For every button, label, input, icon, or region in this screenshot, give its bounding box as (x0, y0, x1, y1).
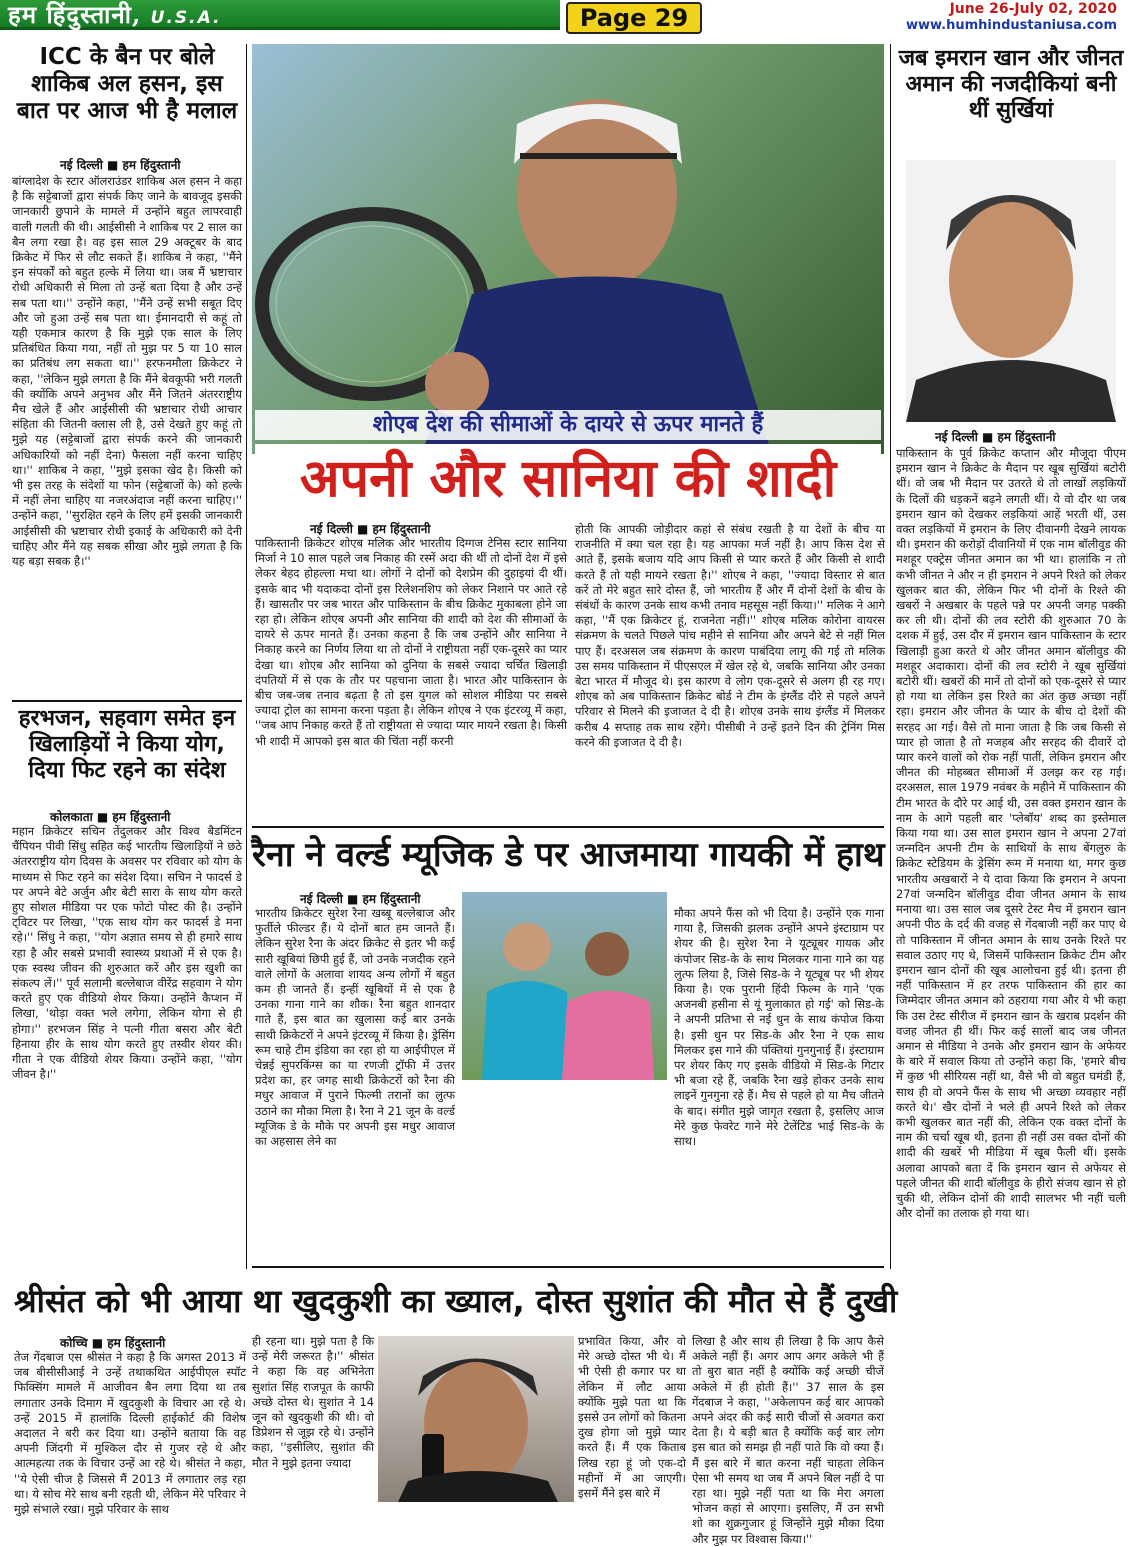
shakib-byline: नई दिल्ली ■ हम हिंदुस्तानी (60, 158, 181, 172)
yoga-byline: कोलकाता ■ हम हिंदुस्तानी (50, 810, 171, 824)
imran-portrait-art (906, 160, 1116, 422)
shakib-body: बांग्लादेश के स्टार ऑलराउंडर शाकिब अल हसन ने कहा है कि सट्टेबाजों द्वारा संपर्क किए जाने के बावजूद इसकी जानकारी छुपाने के मामले में उन्होंने बहुत लापरवाही वाली गलती की थी। आईसीसी ने शाकिब पर 2 साल का बैन लगा रखा है। वह इस साल 29 अक्टूबर के बाद क्रिकेट में फिर से लौट सकते हैं। शाकिब ने कहा, ''मैंने इन संपर्कों को बहुत हल्के में लिया था। जब मैं भ्रष्टाचार रोधी अधिकारी से मिला तो उन्हें बता दिया है और उन्हें सब पता था।'' उन्होंने कहा, ''मैंने उन्हें सभी सबूत दिए और जो हुआ उन्हें सब पता था। ईमानदारी से कहूं तो यही एकमात्र कारण है कि मुझे एक साल के लिए प्रतिबंधित किया गया, नहीं तो मुझ पर 5 या 10 साल का प्रतिबंध लग सकता था।'' हरफनमौला क्रिकेटर ने कहा, ''लेकिन मुझे लगता है कि मैंने बेवकूफी भरी गलती की क्योंकि अपने अनुभव और मैंने जितने अंतरराष्ट्रीय मैच खेले हैं और आईसीसी की भ्रष्टाचार रोधी आचार संहिता की जितनी क्लास ली है, उसे देखते हुए कहूं तो मुझे यह (सट्टेबाजों द्वारा संपर्क करने की जानकारी अधिकारियों को नहीं देना) फैसला नहीं करना चाहिए था।'' शाकिब ने कहा, ''मुझे इसका खेद है। किसी को भी इस तरह के संदेशों या फोन (सट्टेबाजों के) को हल्के में नहीं लेना चाहिए या नजरअंदाज नहीं करना चाहिए।'' उन्होंने कहा, ''सुरक्षित रहने के लिए हमें इसकी जानकारी आईसीसी की भ्रष्टाचार रोधी इकाई के अधिकारी को देनी चाहिए और मैंने यह सबक सीखा और मुझे लगता है कि यह बड़ा सबक है।'' (12, 174, 242, 569)
sania-byline: नई दिल्ली ■ हम हिंदुस्तानी (310, 522, 431, 536)
paper-edition: U.S.A. (150, 8, 222, 28)
sania-tennis-photo (252, 44, 884, 454)
sreesanth-body-col3: प्रभावित किया, और वो मेरे अच्छे दोस्त भी थे। मैं भी ऐसी ही कगार पर था लेकिन में लौट आया क्योंकि मुझे पता था कि इससे उन लोगों को कितना दुख होगा जो मुझे प्यार करते हैं। मैं एक किताब लिख रहा हूं जो एक-दो महीनों में आ जाएगी। इसमें मैंने इस बारे में (578, 1334, 686, 1501)
column-divider (12, 700, 242, 702)
masthead-sep: , (131, 0, 142, 29)
masthead-bar (0, 0, 1135, 40)
raina-body-col1-top: भारतीय क्रिकेटर सुरेश रैना खब्बू बल्लेबाज और फुर्तीले फील्डर हैं। ये दोनों बात हम जानते हैं। लेकिन सुरेश रैना के अंदर क्रिकेट से इतर भी कई सारी खूबियां छिपी हुई हैं, जो उनके नजदीक रहने वाले लोगों के अलावा शायद अन्य लोगों में बहुत कम ही जानते हैं। इन्हीं खूबियों में से एक है उनका गाना गाने का शौक। रैना बहुत शानदार गाते हैं, इस बात का खुलासा कई बार उनके साथी क्रिकेटरों ने अपने इंटरव्यू में किया है। ड्रेसिंग रूम चाहे टीम इंडिया का रहा हो या आईपीएल में चेन्नई सुपरकिंग्स का या रणजी ट्रॉफी में उत्तर प्रदेश का, हर जगह साथी क्रिकेटरों को रैना की मधुर आवाज में पुराने फिल्मी तरानों का लुत्फ उठाने का मौका मिला है। रैना ने 21 जून के वर्ल्ड म्यूजिक डे के मौके पर अपनी इस मधुर आवाज का अहसास लेने का (255, 906, 455, 1149)
sania-subheadline: शोएब देश की सीमाओं के दायरे से ऊपर मानते हैं (255, 410, 881, 440)
vertical-rule-left (246, 44, 247, 1269)
yoga-headline: हरभजन, सहवाग समेत इन खिलाड़ियों ने किया योग, दिया फिट रहने का संदेश (18, 706, 236, 783)
imran-khan-portrait (906, 160, 1116, 422)
vertical-rule-right (890, 44, 891, 1269)
page-number: Page 29 (566, 2, 702, 34)
raina-headline: रैना ने वर्ल्ड म्यूजिक डे पर आजमाया गायकी में हाथ (252, 835, 885, 875)
imran-body: पाकिस्तान के पूर्व क्रिकेट कप्तान और मौजूदा पीएम इमरान खान ने क्रिकेट के मैदान पर खूब सुर्खियां बटोरी थीं। वो जब भी मैदान पर उतरते थे तो लाखों लड़कियों के दिलों की धड़कनें बढ़ने लगती थीं। ये वो दौर था जब इमरान खान को देखकर लड़कियां आहें भरती थीं, उस वक्त लड़कियों में इमरान के लिए दीवानगी देखने लायक थी। इमरान की करोड़ों दीवानियों में एक नाम बॉलीवुड की मशहूर एक्ट्रेस जीनत अमान का भी था। हालांकि न तो कभी जीनत ने और न ही इमरान ने अपने रिश्ते को लेकर खुलकर बात की, लेकिन फिर भी दोनों के रिश्ते की खबरों ने अखबार के पहले पन्ने पर अपनी जगह पक्की कर ली थी। दोनों की लव स्टोरी की शुरुआत 70 के दशक में हुई, उस दौर में इमरान खान पाकिस्तान के स्टार खिलाड़ी हुआ करते थे और जीनत अमान बॉलीवुड की मशहूर अदाकारा। दोनों की लव स्टोरी ने खूब सुर्खियां बटोरी थीं। खबरों की मानें तो दोनों को एक-दूसरे से प्यार हो गया था लेकिन इस रिश्ते का अंत कुछ अच्छा नहीं रहा। इमरान और जीनत के प्यार के बीच दो देशों की सरहद आ गई। वैसे तो माना जाता है कि जब किसी से प्यार हो जाता है तो मजहब और सरहद की दीवारें दो प्यार करने वालों को रोक नहीं पातीं, लेकिन इमरान और जीनत की मोहब्बत सीमाओं में उलझ कर रह गई। दरअसल, साल 1979 नवंबर के महीने में पाकिस्तान की टीम भारत के दौरे पर आई थी, उस वक्त इमरान खान के नाम के आगे पहली बार 'प्लेबॉय' शब्द का इस्तेमाल किया गया था। उस साल इमरान खान ने अपना 27वां जन्मदिन अपनी टीम के साथियों के साथ बेंगलुरु के क्रिकेट स्टेडियम के ड्रेसिंग रूम में मनाया था, मगर कुछ भारतीय अखबारों ने ये दावा किया कि इमरान ने अपना 27वां जन्मदिन बॉलीवुड दीवा जीनत अमान के साथ मनाया था। उस साल जब दूसरे टेस्ट मैच में इमरान खान अपनी पीठ के दर्द की वजह से गेंदबाजी नहीं कर पाए थे तो पाकिस्तान में जीनत अमान के साथ उनके रिश्ते पर सवाल उठाए गए थे, जिसमें पाकिस्तान क्रिकेट टीम और इमरान खान दोनों की खूब आलोचना हुई थी। इतना ही नहीं पाकिस्तान में हर तरफ पाकिस्तान की हार का जिम्मेदार जीनत अमान को ठहराया गया और ये भी कहा कि उस टेस्ट सीरीज में इमरान खान के खराब प्रदर्शन की वजह जीनत ही थीं। फिर कई सालों बाद जब जीनत अमान से मीडिया ने उनके और इमरान खान के अफेयर के बारे में सवाल किया तो उन्होंने कहा कि, 'हमारे बीच में कुछ भी सीरियस नहीं था, वैसे भी वो बहुत घमंडी हैं, साथ ही वो अपने फैंस के साथ भी अच्छा व्यवहार नहीं करते थे।' खैर दोनों ने भले ही अपने रिश्ते को लेकर कभी खुलकर बात नहीं की, लेकिन एक वक्त दोनों के नाम की चर्चा खूब थी, इतना ही नहीं उस वक्त दोनों की शादी की खबरें भी मीडिया में खूब फैली थीं। इसके अलावा आपको बता दें कि इमरान खान से अफेयर से पहले जीनत की शादी बॉलीवुड के हीरो संजय खान से हो चुकी थी, लेकिन दोनों की शादी सालभर भी नहीं चली और दोनों का तलाक हो गया था। (896, 446, 1126, 1221)
sania-body-col1: पाकिस्तानी क्रिकेटर शोएब मलिक और भारतीय दिग्गज टेनिस स्टार सानिया मिर्जा ने 10 साल पहले जब निकाह की रस्में अदा की थीं तो दोनों देश में इसे लेकर बेहद होहल्ला मचा था। लोगों ने दोनों को देशप्रेम की दुहाइयां दी थीं। इसके बाद भी यदाकदा दोनों इस रिलेशनशिप को लेकर निशाने पर आते रहे हैं। खासतौर पर जब भारत और पाकिस्तान के बीच क्रिकेट मुकाबला होने जा रहा हो। लेकिन शोएब अपनी और सानिया की शादी को देश की सीमाओं के दायरे से ऊपर मानते हैं। उनका कहना है कि जब उन्होंने और सानिया ने निकाह करने का निर्णय लिया था तो दोनों ने राष्ट्रीयता नहीं एक-दूसरे का प्यार देखा था। शोएब और सानिया को दुनिया के सबसे ज्यादा चर्चित खिलाड़ी दंपतियों में से एक के तौर पर पहचाना जाता है। भारत और पाकिस्तान के बीच जब-जब तनाव बढ़ता है तो इस युगल को सोशल मीडिया पर सबसे ज्यादा ट्रोल का सामना करना पड़ता है। लेकिन शोएब ने एक इंटरव्यू में कहा, ''जब आप निकाह करते हैं तो राष्ट्रीयता से ज्यादा प्यार मायने रखता है। किसी भी शादी में आपको इस बात की चिंता नहीं करनी (255, 536, 567, 748)
raina-bottom-rule (252, 1266, 884, 1268)
sreesanth-body-col4: लिखा है और साथ ही लिखा है कि आप कैसे अकेले नहीं हैं। अगर आप अगर अकेले भी हैं तो बुरा बात नहीं है क्योंकि कई अच्छी चीजें अकेले में ही होती हैं।'' 37 साल के इस गेंदबाज ने कहा, ''अकेलापन कई बार आपको अपने अंदर की कई सारी चीजों से अवगत करा देता है। ये बड़ी बात है क्योंकि कई बार लोग इस बात को समझ ही नहीं पाते कि वो क्या हैं। मैं इस बारे में बात करना नहीं चाहता लेकिन ऐसा भी समय था जब मैं अपने बिल नहीं दे पा रहा था। मुझे नहीं पता था कि मेरा अगला भोजन कहां से आएगा। इसलिए, मैं उन सभी शो का शुक्रगुजार हूं जिन्होंने मुझे मौका दिया और मुझ पर विश्वास किया।'' (692, 1334, 884, 1546)
sania-headline: अपनी और सानिया की शादी (255, 444, 881, 514)
masthead-title (8, 0, 222, 33)
sania-bottom-rule (252, 826, 884, 828)
sreesanth-body-col1: तेज गेंदबाज एस श्रीसंत ने कहा है कि अगस्त 2013 में जब बीसीसीआई ने उन्हें तथाकथित आईपीएल स्पॉट फिक्सिंग मामले में आजीवन बैन लगा दिया था तब लगातार उनके दिमाग में खुदकुशी के विचार आ रहे थे। उन्हें 2015 में हालांकि दिल्ली हाईकोर्ट की विशेष अदालत ने बरी कर दिया था। उन्होंने बताया कि वह अपनी जिंदगी में मुश्किल दौर से गुजर रहे थे और आत्महत्या तक के विचार उन्हें आ रहे थे। श्रीसंत ने कहा, ''ये ऐसी चीज है जिससे मैं 2013 में लगातार लड़ रहा था। ये सोच मेरे साथ बनी रहती थी, लेकिन मेरे परिवार ने मुझे संभाले रखा। मुझे परिवार के साथ (14, 1350, 246, 1517)
sania-body-col2: होती कि आपकी जोड़ीदार कहां से संबंध रखती है या देशों के बीच या राजनीति में क्या चल रहा है। यह आपका मर्ज नहीं है। आप किस देश से आते हैं, इसके बजाय यदि आप किसी से प्यार करते हैं और किसी से शादी करते हैं तो यही मायने रखता है।'' शोएब ने कहा, ''ज्यादा विस्तार से बात करें तो मेरे बहुत सारे दोस्त हैं, जो भारतीय हैं और मैं दोनों देशों के बीच के संबंधों के कारण उनके साथ कभी तनाव महसूस नहीं किया।'' मलिक ने आगे कहा, ''मैं एक क्रिकेटर हूं, राजनेता नहीं।'' शोएब मलिक कोरोना वायरस संक्रमण के चलते पिछले पांच महीने से सानिया और अपने बेटे से नहीं मिल पाए हैं। दरअसल जब संक्रमण के कारण पाबंदिया लागू की गई तो मलिक उस समय पाकिस्तान में पीएसएल में खेल रहे थे, जबकि सानिया और उनका बेटा भारत में मौजूद थे। इस कारण वे लोग एक-दूसरे से अलग ही रह गए। शोएब को अब पाकिस्तान क्रिकेट बोर्ड ने टीम के इंग्लैंड दौरे से पहले अपने परिवार से मिलने की इजाजत दे दी है। शोएब उनके साथ इंग्लैंड में मिलकर करीब 4 सप्ताह तक साथ रहेंगे। पीसीबी ने उन्हें इतने दिन की ट्रेनिंग मिस करने की इजाजत दे दी है। (575, 522, 885, 749)
paper-name: हम हिंदुस्तानी (8, 0, 132, 29)
raina-with-sid-k-photo (462, 892, 667, 1080)
sreesanth-body-col2: ही रहना था। मुझे पता है कि उन्हें मेरी जरूरत है।'' श्रीसंत ने कहा कि वह अभिनेता सुशांत सिंह राजपूत के काफी अच्छे दोस्त थे। सुशांत ने 14 जून को खुदकुशी की थी। वो डिप्रेशन से जूझ रहे थे। उन्होंने कहा, ''इसीलिए, सुशांत की मौत ने मुझे इतना ज्यादा (252, 1334, 374, 1470)
sania-photo-art (252, 44, 884, 454)
website-link[interactable]: www.humhindustaniusa.com (905, 18, 1117, 33)
yoga-body: महान क्रिकेटर सचिन तेंदुलकर और विश्व बैडमिंटन चैंपियन पीवी सिंधु सहित कई भारतीय खिलाड़ियों ने छठे अंतरराष्ट्रीय योग दिवस के अवसर पर रविवार को योग के माध्यम से फिट रहने का संदेश दिया। सचिन ने फादर्स डे पर अपने बेटे अर्जुन और बेटी सारा के साथ योग करते हुए सोशल मीडिया पर एक फोटो पोस्ट की है। उन्होंने ट्विटर पर लिखा, ''एक साथ योग कर फादर्स डे मना रहे।'' सिंधु ने कहा, ''योग अज्ञात समय से ही हमारे साथ रहा है और सबसे प्रभावी स्वास्थ्य प्रथाओं में से एक है। एक स्वस्थ जीवन की शुरुआत करें और इस खुशी का संकल्प लें।'' पूर्व सलामी बल्लेबाज वीरेंद्र सहवाग ने योग करते हुए एक वीडियो शेयर किया। उन्होंने कैप्शन में लिखा, 'थोड़ा वक्त भले लगेगा, लेकिन योगा से ही होगा।'' हरभजन सिंह ने पत्नी गीता बसरा और बेटी हिनाया हीर के साथ योग करते हुए तस्वीर शेयर की। गीता ने एक वीडियो शेयर किया। उन्होंने कहा, ''योग जीवन है।'' (12, 824, 242, 1082)
sreesanth-phone-photo (378, 1336, 574, 1502)
shakib-headline: ICC के बैन पर बोले शाकिब अल हसन, इस बात पर आज भी है मलाल (16, 44, 238, 125)
raina-byline: नई दिल्ली ■ हम हिंदुस्तानी (300, 892, 421, 906)
raina-photo-art (462, 892, 667, 1080)
imran-headline: जब इमरान खान और जीनत अमान की नजदीकियां बनी थीं सुर्खियां (898, 46, 1124, 123)
sreesanth-headline: श्रीसंत को भी आया था खुदकुशी का ख्याल, दोस्त सुशांत की मौत से हैं दुखी (14, 1282, 898, 1320)
sreesanth-photo-art (378, 1336, 574, 1502)
sreesanth-byline: कोच्चि ■ हम हिंदुस्तानी (60, 1336, 166, 1350)
imran-byline: नई दिल्ली ■ हम हिंदुस्तानी (935, 430, 1056, 444)
issue-date: June 26-July 02, 2020 (949, 1, 1117, 17)
raina-body-col2-top: मौका अपने फैंस को भी दिया है। उन्होंने एक गाना गाया है, जिसकी झलक उन्होंने अपने इंस्टाग्राम पर शेयर की है। सुरेश रैना ने यूट्यूबर गायक और कंपोजर सिड-के के साथ मिलकर गाना गाने का यह लुत्फ लिया है, जिसे सिड-के ने यूट्यूब पर भी शेयर किया है। एक पुरानी हिंदी फिल्म के गाने 'एक अजनबी हसीना से यूं मुलाकात हो गई' को सिड-के ने अपनी प्रतिभा से नई धुन के साथ कंपोज किया है। इसी धुन पर सिड-के और रैना ने एक साथ मिलकर इस गाने की पंक्तियां गुनगुनाई हैं। इंस्टाग्राम पर शेयर किए गए इसके वीडियो में सिड-के गिटार भी बजा रहे हैं, जबकि रैना खड़े होकर उनके साथ लाइनें गुनगुना रहे हैं। मैच से पहले हो या मैच जीतने के बाद। संगीत मुझे जागृत रखता है, इसलिए आज मेरे कुछ फेवरेट गाने मेरे टेलेंटिड भाई सिड-के के साथ। (674, 906, 884, 1149)
